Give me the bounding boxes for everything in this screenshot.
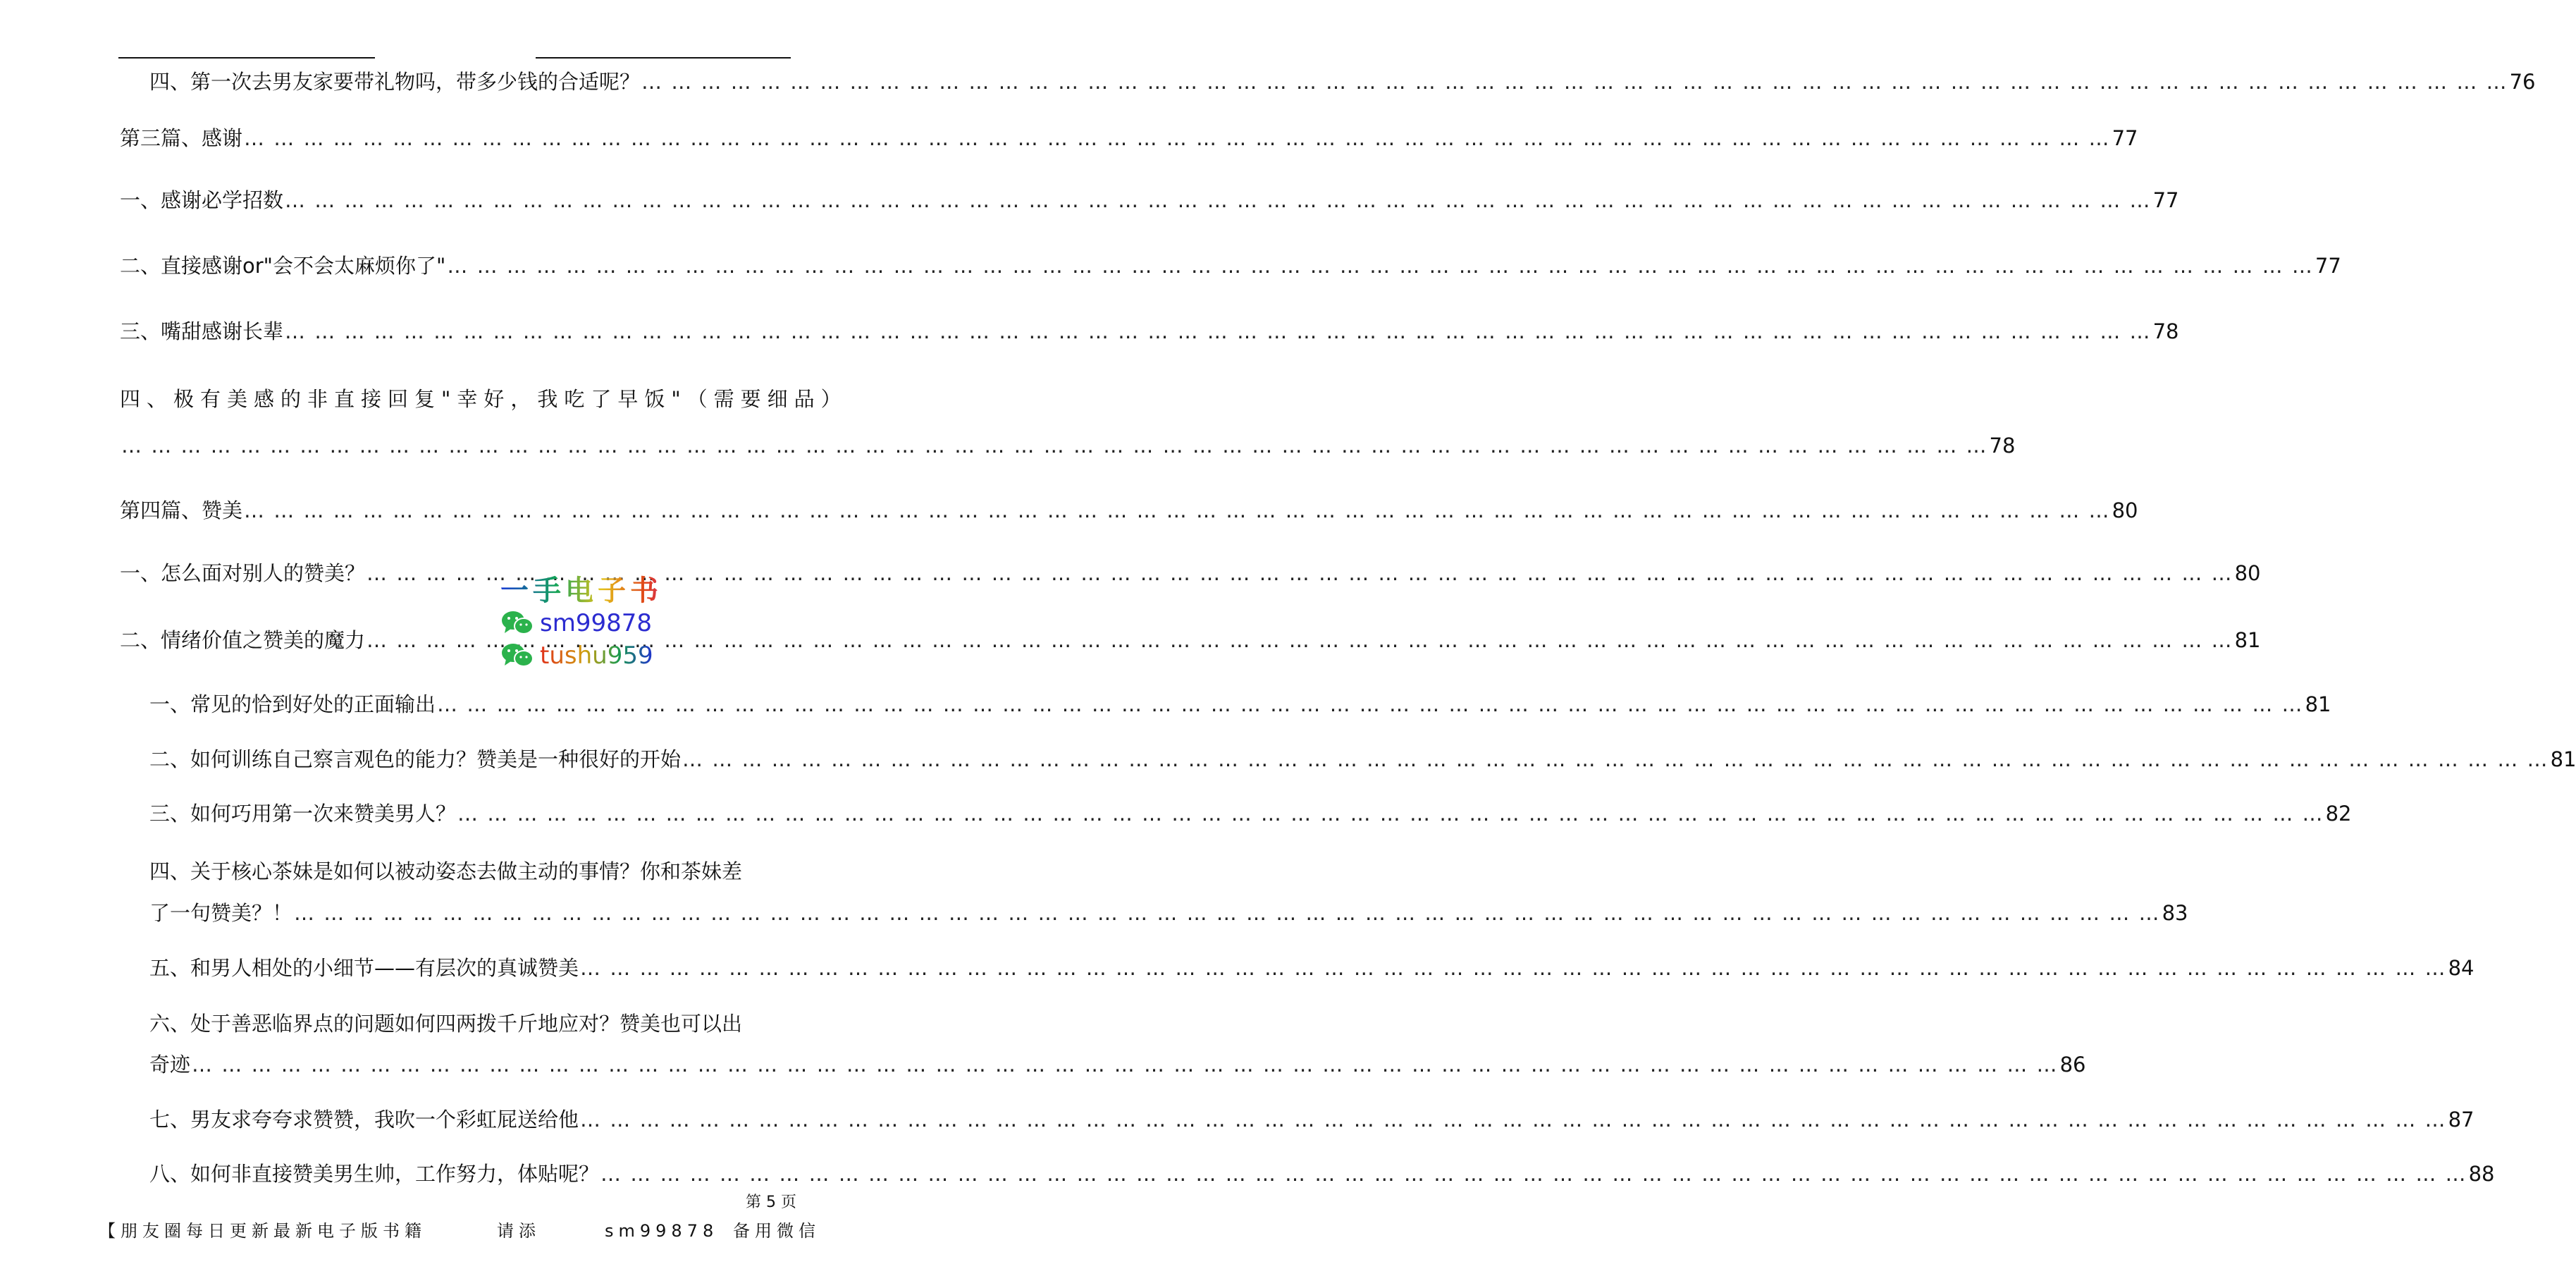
toc-entry[interactable]	[120, 559, 2261, 587]
dot-leader	[283, 317, 2153, 345]
watermark-id-2: tushu959	[540, 642, 653, 670]
footer-text-1: 【朋友圈每日更新最新电子版书籍	[99, 1221, 426, 1241]
toc-entry-title: 三、嘴甜感谢长辈	[120, 319, 284, 343]
footer-text-2: 请添	[497, 1221, 541, 1241]
dot-leader	[456, 799, 2326, 828]
toc-entry-title: 二、直接感谢or"会不会太麻烦你了"	[120, 254, 446, 278]
toc-entry-title: 四、第一次去男友家要带礼物吗，带多少钱的合适呢？	[149, 70, 641, 94]
toc-entry[interactable]	[120, 124, 2138, 152]
toc-entry[interactable]	[120, 431, 2016, 460]
toc-page-number: 81	[2305, 692, 2331, 716]
dot-leader	[436, 690, 2305, 718]
toc-page-number: 78	[2152, 319, 2179, 343]
toc-entry[interactable]	[149, 68, 2536, 96]
dot-leader	[283, 186, 2153, 214]
dot-leader	[579, 1105, 2448, 1134]
toc-entry-title: 一、常见的恰到好处的正面输出	[149, 692, 436, 716]
footer-banner	[99, 1217, 820, 1245]
dot-leader	[120, 431, 1990, 460]
watermark-id-1: sm99878	[540, 609, 652, 637]
toc-entry[interactable]	[120, 626, 2261, 654]
dot-leader	[242, 124, 2112, 152]
toc-entry-title[interactable]: 四、极有美感的非直接回复"幸好，我吃了早饭"（需要细品）	[120, 387, 848, 411]
wechat-icon	[500, 642, 534, 669]
toc-entry[interactable]	[120, 186, 2179, 214]
toc-entry-title: 了一句赞美？！	[149, 901, 293, 925]
toc-entry[interactable]	[120, 317, 2179, 345]
footer-text-3: sm99878	[605, 1221, 719, 1241]
watermark-contact-2	[500, 639, 684, 672]
toc-page-number: 77	[2152, 188, 2179, 212]
header-rule-right	[536, 57, 791, 59]
toc-entry-title: 二、情绪价值之赞美的魔力	[120, 628, 366, 652]
header-rule-left	[118, 57, 375, 59]
toc-entry[interactable]	[149, 745, 2576, 773]
toc-entry-title: 奇迹	[149, 1053, 191, 1077]
dot-leader	[292, 899, 2162, 927]
wechat-icon	[500, 610, 534, 637]
toc-page-number: 81	[2234, 628, 2261, 652]
page-number: 第 5 页	[746, 1194, 796, 1211]
toc-entry-title: 第三篇、感谢	[120, 126, 243, 150]
toc-entry[interactable]	[120, 252, 2341, 280]
toc-entry-title[interactable]: 六、处于善恶临界点的问题如何四两拨千斤地应对？赞美也可以出	[149, 1012, 743, 1036]
toc-page-number: 78	[1989, 434, 2016, 458]
watermark	[500, 575, 684, 672]
dot-leader	[190, 1050, 2060, 1079]
toc-entry-title: 一、感谢必学招数	[120, 188, 284, 212]
watermark-contact-1	[500, 607, 684, 639]
toc-entry-title: 八、如何非直接赞美男生帅，工作努力，体贴呢？	[149, 1162, 600, 1186]
toc-entry[interactable]	[149, 1160, 2495, 1188]
toc-page-number: 80	[2112, 498, 2138, 522]
toc-page-number: 88	[2468, 1162, 2495, 1186]
toc-entry-title: 一、怎么面对别人的赞美？	[120, 561, 366, 585]
dot-leader	[242, 496, 2112, 525]
toc-page-number: 77	[2315, 254, 2341, 278]
toc-entry[interactable]	[149, 690, 2331, 718]
toc-entry-title: 二、如何训练自己察言观色的能力？赞美是一种很好的开始	[149, 747, 682, 771]
toc-entry[interactable]	[149, 799, 2352, 828]
dot-leader	[579, 954, 2448, 982]
toc-entry-title[interactable]: 四、关于核心茶妹是如何以被动姿态去做主动的事情？你和茶妹差	[149, 859, 743, 883]
dot-leader	[599, 1160, 2469, 1188]
toc-entry[interactable]	[149, 1105, 2475, 1134]
footer-text-4: 备用微信	[733, 1221, 820, 1241]
toc-page-number: 80	[2234, 561, 2261, 585]
toc-page-number: 83	[2162, 901, 2188, 925]
toc-entry-title: 七、男友求夸夸求赞赞，我吹一个彩虹屁送给他	[149, 1108, 579, 1132]
toc-entry[interactable]	[149, 1050, 2086, 1079]
toc-entry[interactable]	[149, 954, 2475, 982]
toc-entry[interactable]	[149, 899, 2188, 927]
toc-page-number: 76	[2509, 70, 2536, 94]
toc-page-number: 87	[2448, 1108, 2475, 1132]
toc-page-number: 81	[2550, 747, 2576, 771]
toc-page-number: 77	[2112, 126, 2138, 150]
toc-page-number: 86	[2059, 1053, 2086, 1077]
watermark-title: 一手电子书	[500, 575, 684, 607]
toc-entry-title: 三、如何巧用第一次来赞美男人？	[149, 802, 457, 826]
toc-page-number: 84	[2448, 956, 2475, 980]
toc-entry-title: 第四篇、赞美	[120, 498, 243, 522]
toc-entry[interactable]	[120, 496, 2138, 525]
dot-leader	[445, 252, 2315, 280]
dot-leader	[681, 745, 2551, 773]
toc-entry-title: 五、和男人相处的小细节——有层次的真诚赞美	[149, 956, 579, 980]
toc-page-number: 82	[2325, 802, 2352, 826]
dot-leader	[640, 68, 2510, 96]
